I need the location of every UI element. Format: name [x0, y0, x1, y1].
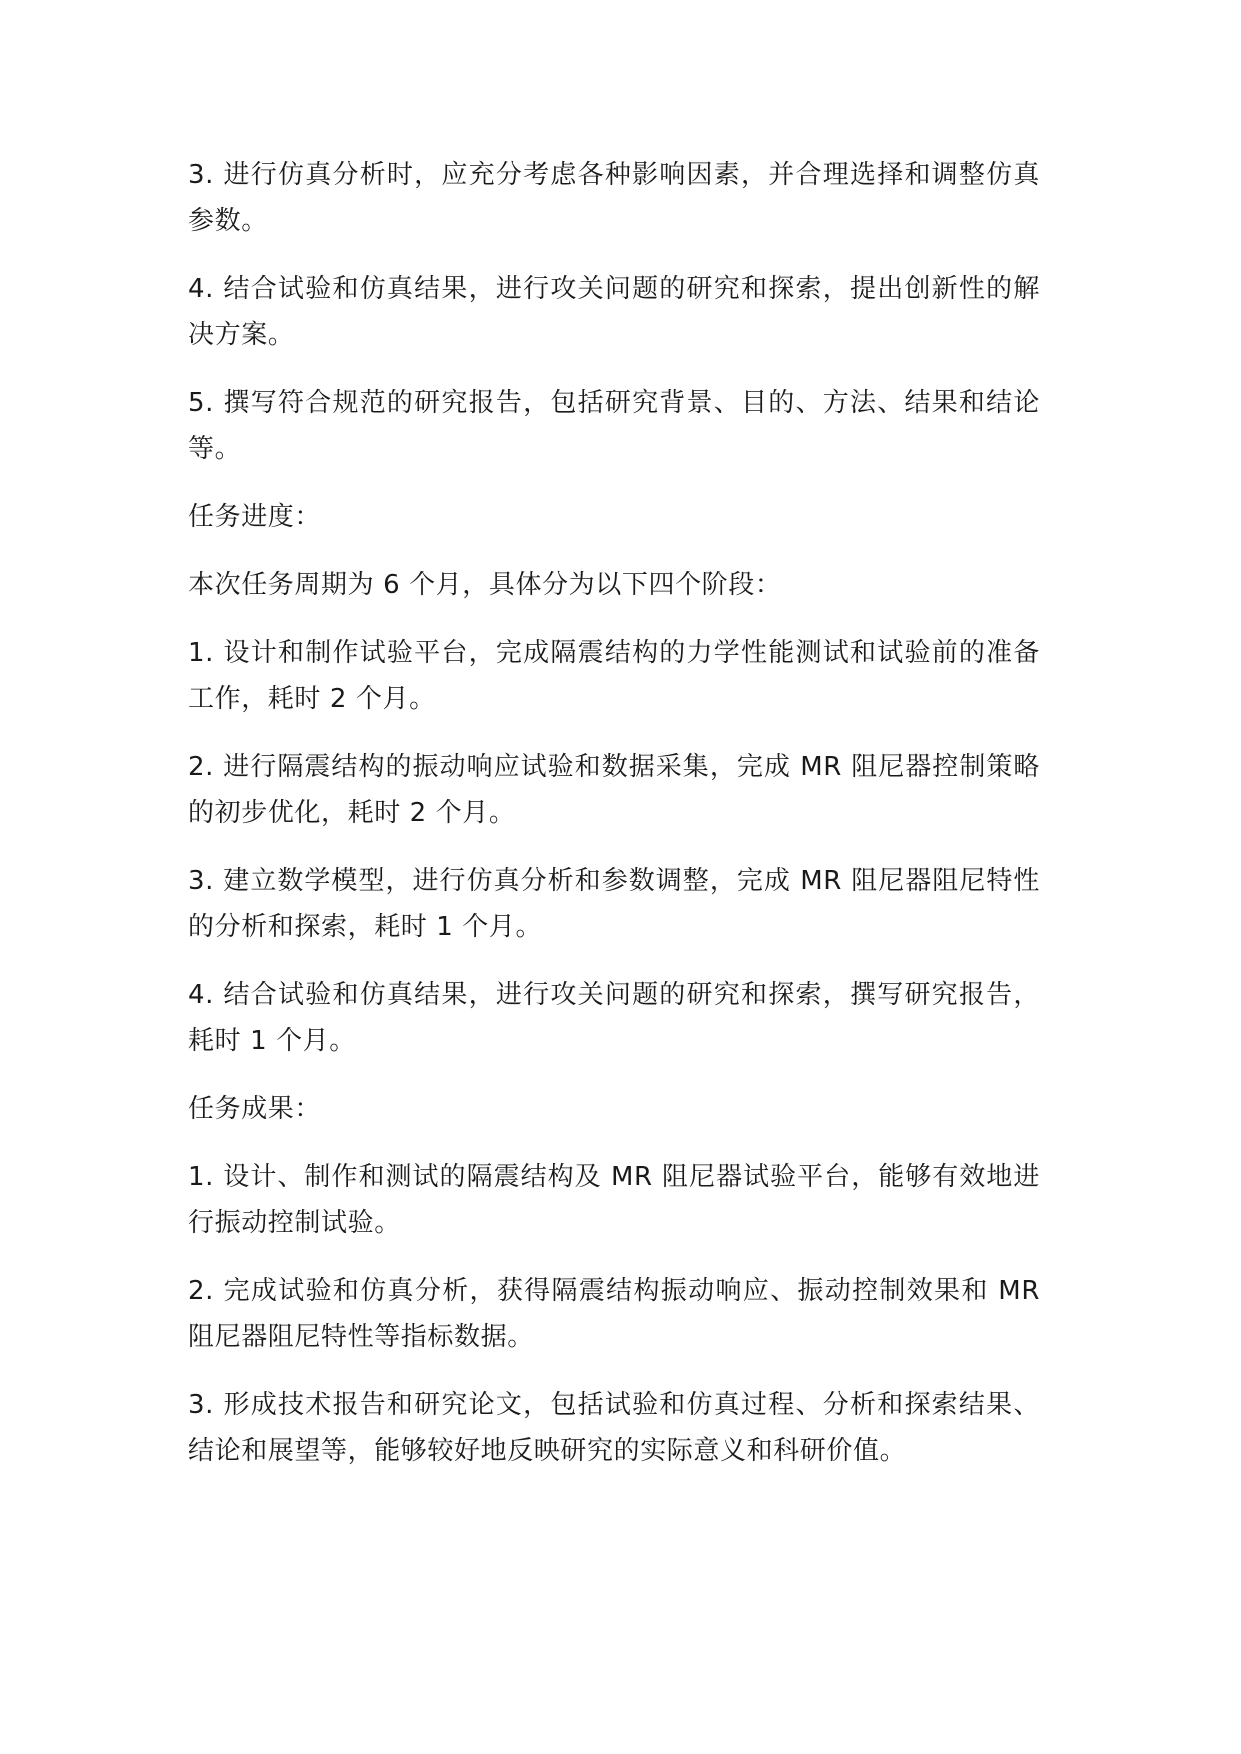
schedule-stage-2: 2. 进行隔震结构的振动响应试验和数据采集，完成 MR 阻尼器控制策略的初步优化，耗时 2 个月。: [188, 752, 1040, 828]
result-item-3: 3. 形成技术报告和研究论文，包括试验和仿真过程、分析和探索结果、结论和展望等，能够较好地反映研究的实际意义和科研价值。: [188, 1390, 1040, 1466]
paragraph-simulation-requirement: 3. 进行仿真分析时，应充分考虑各种影响因素，并合理选择和调整仿真参数。: [188, 160, 1040, 236]
paragraph-report-requirement: 5. 撰写符合规范的研究报告，包括研究背景、目的、方法、结果和结论等。: [188, 388, 1040, 464]
paragraph-combined-research-requirement: 4. 结合试验和仿真结果，进行攻关问题的研究和探索，提出创新性的解决方案。: [188, 274, 1040, 350]
result-item-2: 2. 完成试验和仿真分析，获得隔震结构振动响应、振动控制效果和 MR 阻尼器阻尼特性等指标数据。: [188, 1276, 1040, 1352]
section-heading-schedule: 任务进度：: [188, 502, 322, 532]
schedule-stage-4: 4. 结合试验和仿真结果，进行攻关问题的研究和探索，撰写研究报告，耗时 1 个月。: [188, 980, 1040, 1056]
document-body: [188, 152, 1040, 1496]
schedule-stage-3: 3. 建立数学模型，进行仿真分析和参数调整，完成 MR 阻尼器阻尼特性的分析和探索，耗时 1 个月。: [188, 866, 1040, 942]
paragraph-schedule-intro: 本次任务周期为 6 个月，具体分为以下四个阶段：: [188, 570, 782, 600]
schedule-stage-1: 1. 设计和制作试验平台，完成隔震结构的力学性能测试和试验前的准备工作，耗时 2 个月。: [188, 638, 1040, 714]
result-item-1: 1. 设计、制作和测试的隔震结构及 MR 阻尼器试验平台，能够有效地进行振动控制试验。: [188, 1162, 1040, 1238]
section-heading-results: 任务成果：: [188, 1094, 322, 1124]
